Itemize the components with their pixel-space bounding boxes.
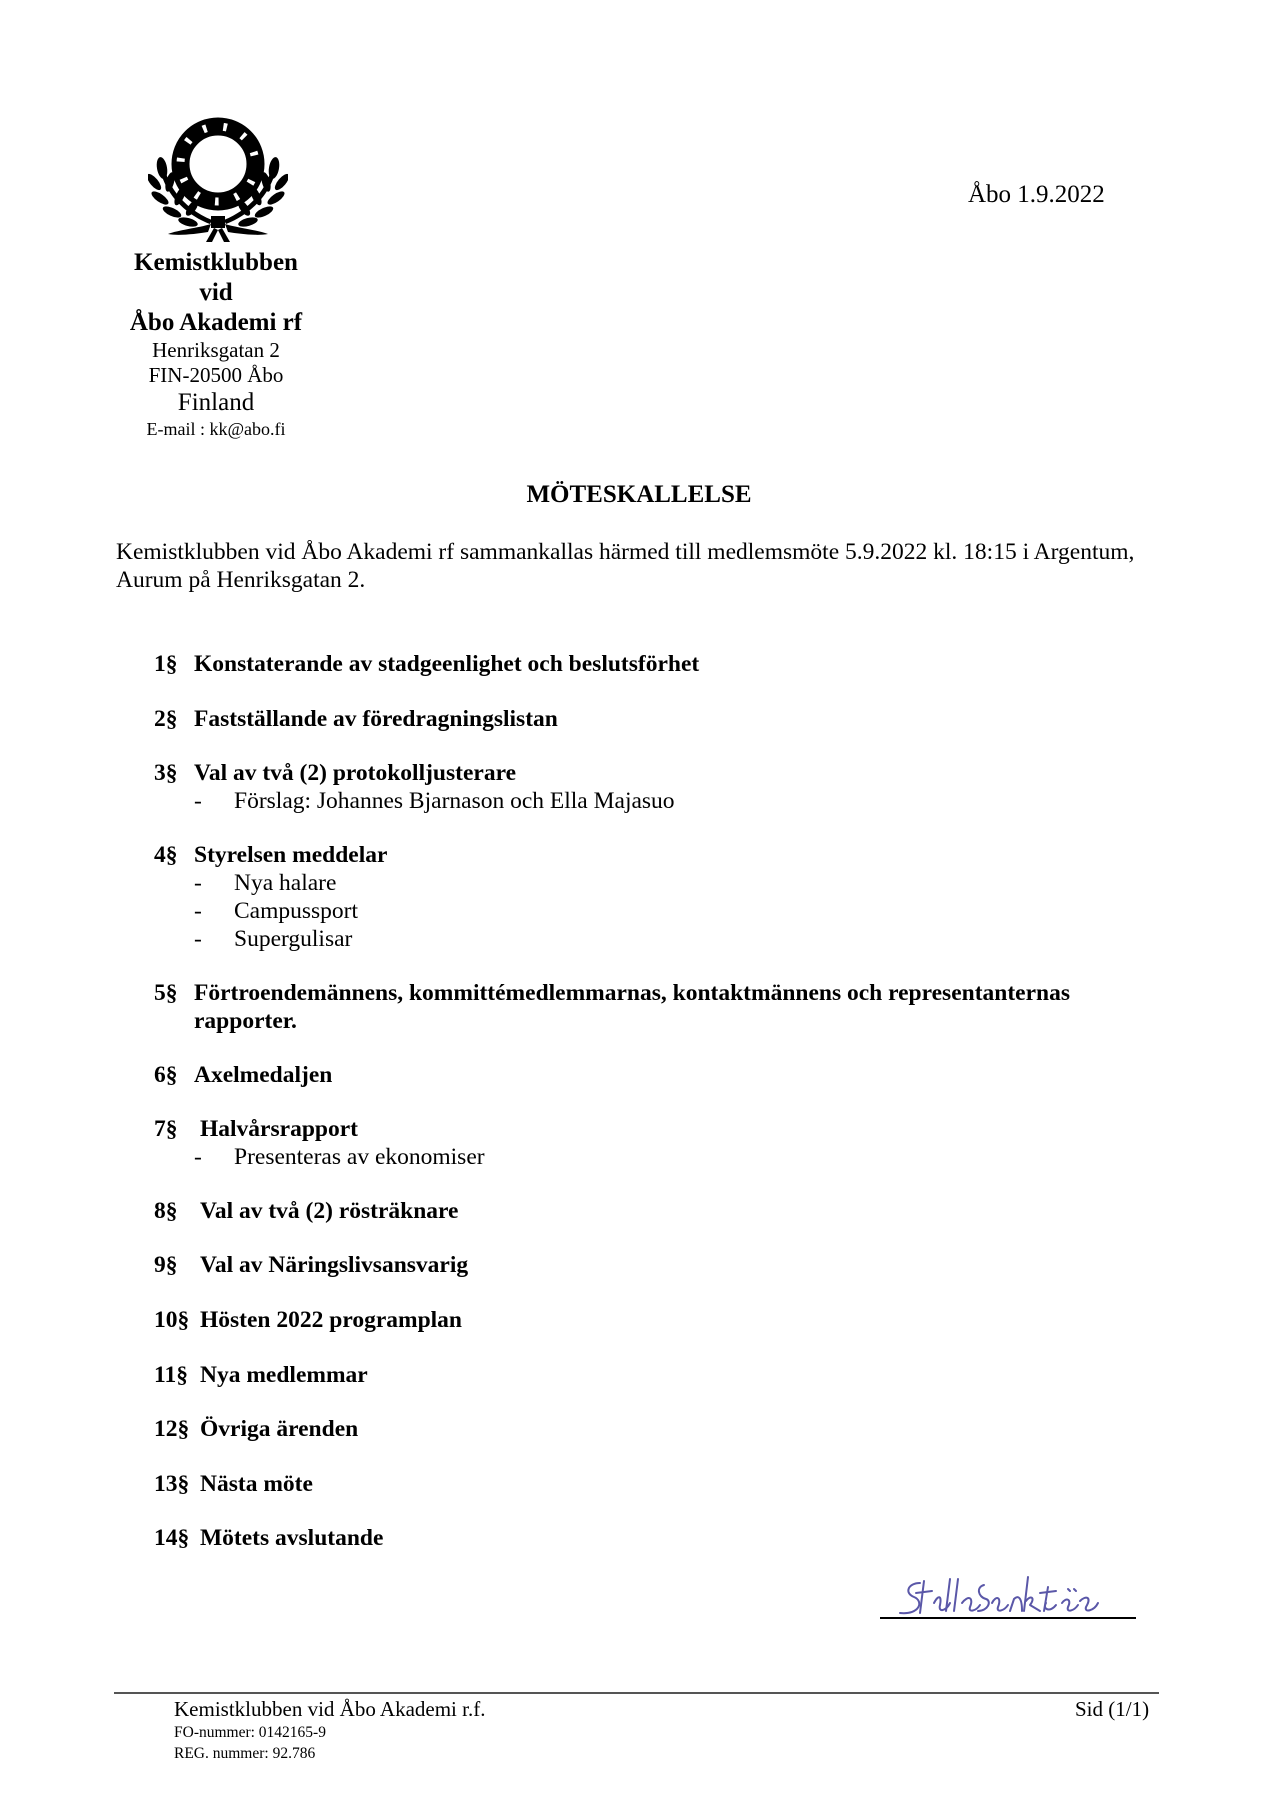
subitem-text: Nya halare [234,870,337,896]
agenda-title: Val av två (2) protokolljusterare [194,760,517,786]
org-name-line: Kemistklubben [134,249,298,276]
agenda-number: 4§ [154,842,178,868]
agenda-title: Förtroendemännens, kommittémedlemmarnas, kontaktmännens och representanternas [194,980,1070,1006]
page-number: Sid (1/1) [1075,1697,1150,1721]
agenda-item-continuation [194,1007,297,1035]
agenda-item [154,705,558,733]
list-dash: - [194,898,202,924]
agenda-number: 9§ [154,1252,178,1278]
agenda-number: 8§ [154,1198,178,1224]
agenda-item [154,1306,462,1334]
document-title: MÖTESKALLELSE [526,481,752,508]
agenda-number: 6§ [154,1062,178,1088]
agenda-title: Val av Näringslivsansvarig [200,1252,469,1278]
agenda-number: 14§ [154,1525,190,1551]
agenda-item [154,1197,458,1225]
footer-org-name: Kemistklubben vid Åbo Akademi r.f. [174,1697,486,1721]
agenda-item [154,1415,358,1443]
agenda-item [154,1061,332,1089]
agenda-item [154,759,516,787]
agenda-number: 1§ [154,651,178,677]
agenda-number: 3§ [154,760,178,786]
agenda-title-continuation: rapporter. [194,1008,297,1034]
agenda-subitem [194,1143,485,1171]
agenda-subitem [194,869,336,897]
intro-paragraph: Kemistklubben vid Åbo Akademi rf sammankallas härmed till medlemsmöte 5.9.2022 kl. 18:15 i Argentum, Aurum på Henriksgatan 2. [116,539,1135,593]
agenda-item [154,1524,383,1552]
agenda-title: Nästa möte [200,1471,313,1497]
agenda-number: 12§ [154,1416,190,1442]
org-name-line: vid [199,279,233,306]
agenda-number: 11§ [154,1362,188,1388]
org-country: Finland [177,389,255,416]
agenda-title: Axelmedaljen [194,1062,333,1088]
footer-fo-number: FO-nummer: 0142165-9 [174,1724,326,1741]
subitem-text: Supergulisar [234,926,353,952]
agenda-title: Hösten 2022 programplan [200,1307,462,1333]
subitem-text: Förslag: Johannes Bjarnason och Ella Majasuo [234,788,675,814]
agenda-title: Mötets avslutande [200,1525,384,1551]
agenda-title: Nya medlemmar [200,1362,368,1388]
agenda-title: Styrelsen meddelar [194,842,388,868]
org-city: FIN-20500 Åbo [148,363,284,387]
agenda-number: 10§ [154,1307,190,1333]
agenda-item [154,841,387,869]
agenda-number: 5§ [154,980,178,1006]
agenda-subitem [194,787,675,815]
list-dash: - [194,1144,202,1170]
agenda-title: Konstaterande av stadgeenlighet och beslutsförhet [194,651,700,677]
org-street: Henriksgatan 2 [152,338,280,362]
subitem-text: Presenteras av ekonomiser [234,1144,485,1170]
footer-divider [114,1692,1159,1694]
agenda-title: Halvårsrapport [200,1116,358,1142]
agenda-item [154,1115,358,1143]
agenda-number: 13§ [154,1471,190,1497]
agenda-item [154,1251,468,1279]
list-dash: - [194,926,202,952]
agenda-item [154,1361,368,1389]
footer-reg-number: REG. nummer: 92.786 [174,1745,316,1762]
agenda-subitem [194,925,352,953]
org-email: E-mail : kk@abo.fi [146,419,286,439]
agenda-title: Fastställande av föredragningslistan [194,706,558,732]
list-dash: - [194,788,202,814]
agenda-number: 7§ [154,1116,178,1142]
agenda-item [154,979,1070,1007]
wreath-ring-emblem-icon [148,112,288,250]
agenda-title: Övriga ärenden [200,1416,359,1442]
list-dash: - [194,870,202,896]
agenda-item [154,650,699,678]
agenda-subitem [194,897,358,925]
signature-line [880,1617,1136,1619]
document-date: Åbo 1.9.2022 [968,181,1105,208]
agenda-title: Val av två (2) rösträknare [200,1198,459,1224]
org-name-line: Åbo Akademi rf [129,309,303,336]
subitem-text: Campussport [234,898,359,924]
agenda-number: 2§ [154,706,178,732]
agenda-item [154,1470,313,1498]
